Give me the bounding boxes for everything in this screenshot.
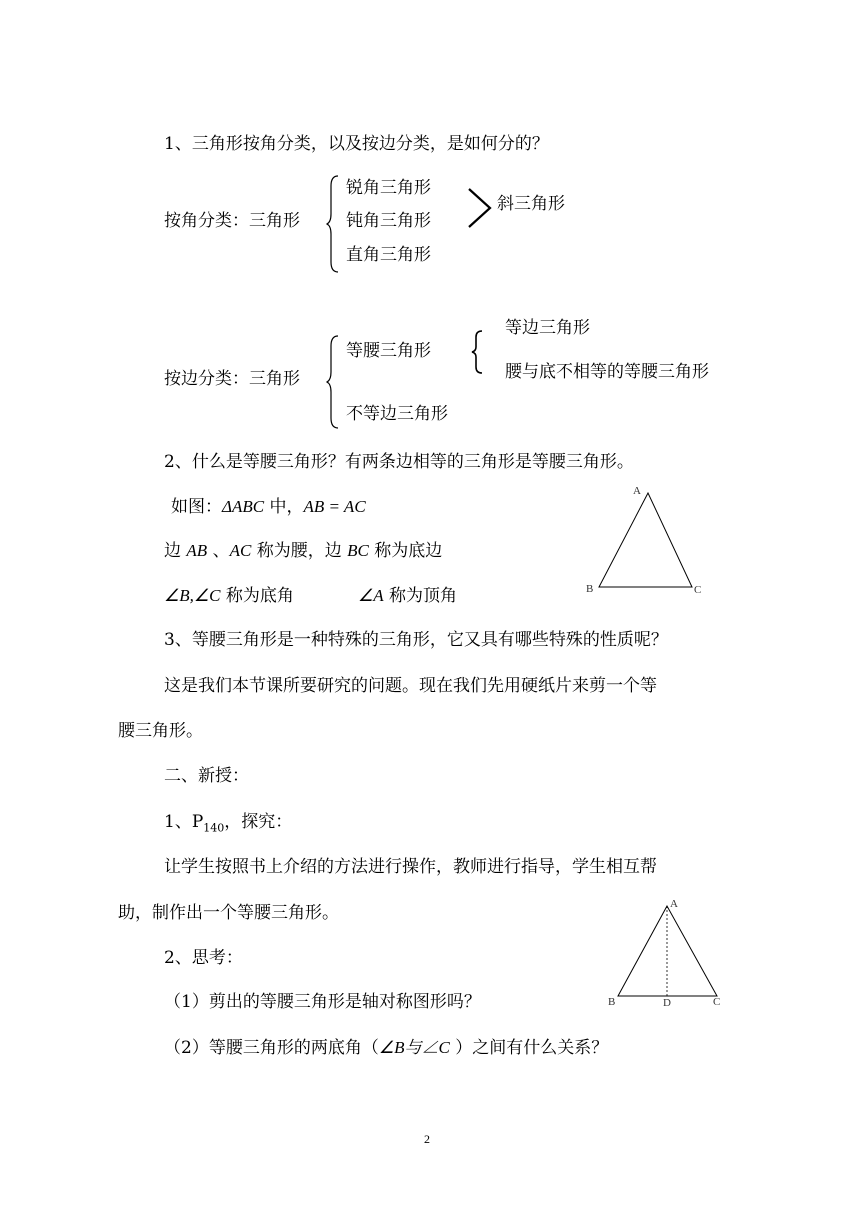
side-sub-isosceles-unequal: 腰与底不相等的等腰三角形 [505,362,709,382]
vertex-label-c: C [694,584,702,596]
step-1: 1、$P_{140}$，探究： [164,812,293,835]
figure-intro: 如图：ΔABC 中，AB = AC [171,497,366,517]
angle-class-label: 按角分类：三角形 [164,211,300,231]
question-2: 2、什么是等腰三角形？有两条边相等的三角形是等腰三角形。 [164,452,634,472]
think-question-1: （1）剪出的等腰三角形是轴对称图形吗？ [164,992,481,1012]
triangle-abc-folded [618,906,717,996]
paragraph-1-line-2: 腰三角形。 [118,721,203,741]
vertex-label-c: C [713,996,721,1008]
angle-item-obtuse: 钝角三角形 [346,211,431,231]
midpoint-label-d: D [663,997,671,1009]
angle-item-acute: 锐角三角形 [346,178,431,198]
isosceles-triangle-figure [584,482,710,598]
question-1: 1、三角形按角分类，以及按边分类，是如何分的？ [164,134,549,154]
triangle-abc [599,493,692,587]
side-item-isosceles: 等腰三角形 [346,341,431,361]
paragraph-2-line-1: 让学生按照书上介绍的方法进行操作，教师进行指导，学生相互帮 [164,857,657,877]
side-sub-equilateral: 等边三角形 [505,318,590,338]
page-number: 2 [424,1132,430,1146]
vertex-label-b: B [608,996,616,1008]
paragraph-1-line-1: 这是我们本节课所要研究的问题。现在我们先用硬纸片来剪一个等 [164,676,657,696]
angle-group-label: 斜三角形 [497,194,565,214]
vertex-label-a: A [633,485,641,497]
side-item-scalene: 不等边三角形 [346,404,448,424]
vertex-label-b: B [586,583,594,595]
legs-and-base-line: 边 AB 、AC 称为腰，边 BC 称为底边 [164,541,443,561]
side-class-label: 按边分类：三角形 [164,369,300,389]
folded-triangle-figure [604,896,730,1012]
question-3: 3、等腰三角形是一种特殊的三角形，它又具有哪些特殊的性质呢？ [164,630,668,650]
side-class-brace [326,334,340,430]
angles-line: ∠B,∠C 称为底角 [164,586,294,606]
apex-angle-line: ∠A 称为顶角 [358,586,458,606]
angle-item-right: 直角三角形 [346,245,431,265]
paragraph-2-line-2: 助，制作出一个等腰三角形。 [118,903,339,923]
section-heading: 二、新授： [164,766,249,786]
angle-class-brace [326,174,340,274]
vertex-label-a: A [670,898,678,910]
angle-group-bracket [466,186,494,230]
think-heading: 2、思考： [164,948,243,968]
think-question-2: （2）等腰三角形的两底角（∠B与∠C ）之间有什么关系？ [164,1038,609,1058]
isosceles-sub-brace [470,329,484,375]
